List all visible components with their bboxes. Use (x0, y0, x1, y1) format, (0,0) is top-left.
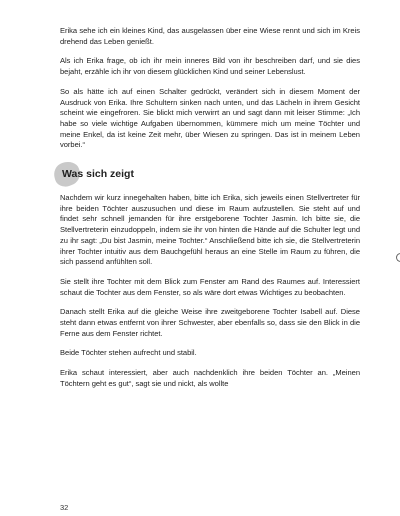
paragraph-2: Als ich Erika frage, ob ich ihr mein inneres Bild von ihr beschreiben darf, und sie dies bejaht, erzähle ich ihr von diesem glücklichen Kind und seiner Lebenslust. (60, 56, 360, 77)
paragraph-3: So als hätte ich auf einen Schalter gedrückt, verändert sich in diesem Moment der Ausdruck von Erika. Ihre Schultern sinken nach unten, und das Lächeln in ihrem Gesicht scheint wie eingefroren. Sie blickt mich verwirrt an und sagt dann mit leiser Stimme: „Ich habe so viele wichtige Aufgaben übernommen, kümmere mich um meine Töchter und meine Enkel, da ist keine Zeit mehr, über Wiesen zu springen. Das ist in meinem Leben vorbei.“ (60, 86, 360, 150)
paragraph-5: Sie stellt ihre Tochter mit dem Blick zum Fenster am Rand des Raumes auf. Interessiert schaut die Tochter aus dem Fenster, so als wäre dort etwas Wichtiges zu beobachten. (60, 276, 360, 297)
paragraph-8: Erika schaut interessiert, aber auch nachdenklich ihre beiden Töchter an. „Meinen Töchtern geht es gut“, sagt sie und nickt, als wollte (60, 368, 360, 388)
paragraph-6: Danach stellt Erika auf die gleiche Weise ihre zweitgeborene Tochter Isabell auf. Diese steht dann etwas entfernt von ihrer Schwester, aber ebenfalls so, dass sie den Blick in die Ferne aus dem Fenster richtet. (60, 307, 360, 338)
paragraph-7: Beide Töchter stehen aufrecht und stabil. (60, 348, 197, 358)
paragraph-1: Erika sehe ich ein kleines Kind, das ausgelassen über eine Wiese rennt und sich im Kreis drehend das Leben genießt. (60, 26, 360, 46)
paragraph-4: Nachdem wir kurz innegehalten haben, bitte ich Erika, sich jeweils einen Stellvertreter für ihre beiden Töchter auszusuchen und diese im Raum aufzustellen. Sie steht auf und findet sehr schnell jemanden für ihre erstgeborene Tochter Jasmin. Ich bitte sie, die Stellvertreterin einzudoppeln, indem sie ihr von hinten die Hände auf die Schulter legt und zu ihr sagt: „Du bist Jasmin, meine Tochter.“ Anschließend bitte ich sie, die Stellvertreterin ihrer Tochter intuitiv aus dem Bauchgefühl heraus an eine Stelle im Raum zu führen, die sich passend anfühlten soll. (60, 193, 360, 267)
document-page (60, 26, 360, 399)
section-heading: Was sich zeigt (62, 168, 134, 181)
section-heading-block (60, 166, 360, 182)
page-number: 32 (60, 503, 69, 512)
page-edge-mark (396, 253, 400, 262)
